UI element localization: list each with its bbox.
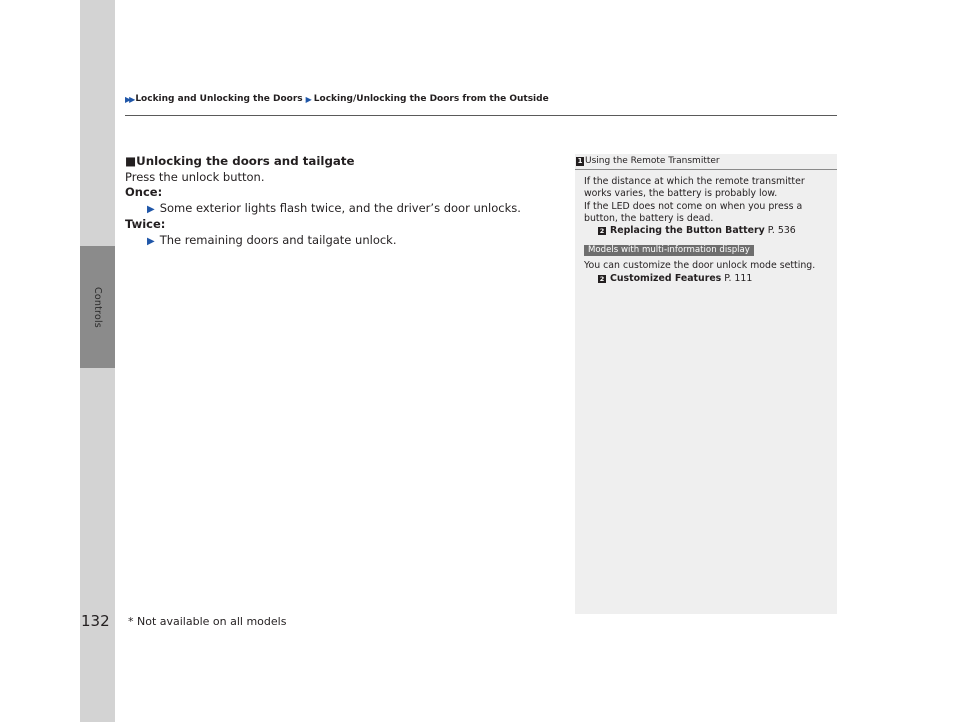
breadcrumb-item-locking[interactable]: Locking and Unlocking the Doors [135,94,303,104]
sidebar-paragraph: If the distance at which the remote transmitter works varies, the battery is probably low. [584,176,805,200]
reference-title: Customized Features [610,272,722,284]
sidebar-paragraph: If the LED does not come on when you press a button, the battery is dead. [584,200,803,224]
breadcrumb [125,94,549,104]
breadcrumb-arrow-icon: ▶ [305,94,312,104]
reference-link-battery[interactable] [584,225,834,237]
once-step [125,201,555,218]
header-divider [125,115,837,116]
page-number: 132 [81,612,110,630]
breadcrumb-arrow-icon: ▶▶ [125,94,134,104]
sidebar-title: Using the Remote Transmitter [575,156,837,170]
notes-sidebar [575,154,837,614]
side-tab-label: Controls [92,286,104,328]
reference-page: P. 536 [767,225,796,237]
footnote: * Not available on all models [128,615,287,628]
model-badge: Models with multi-information display [584,245,754,256]
section-heading: ■Unlocking the doors and tailgate [125,154,355,168]
main-content [125,154,555,249]
note-number-icon: 1 [577,157,583,165]
step-arrow-icon: ▶ [147,203,155,215]
breadcrumb-item-outside[interactable]: Locking/Unlocking the Doors from the Outside [313,94,549,104]
step-arrow-icon: ▶ [147,235,155,247]
once-label: Once: [125,185,163,199]
page-reference-icon: 2 [599,227,605,236]
once-text: Some exterior lights flash twice, and the driver’s door unlocks. [159,200,521,215]
twice-label: Twice: [125,217,166,231]
reference-link-customized[interactable] [584,273,834,285]
twice-text: The remaining doors and tailgate unlock. [159,232,397,247]
intro-text: Press the unlock button. [125,169,265,184]
reference-page: P. 111 [724,272,753,284]
sidebar-paragraph: You can customize the door unlock mode setting. [584,260,816,272]
page-reference-icon: 2 [599,274,605,283]
sidebar-body [584,176,834,285]
twice-step [125,233,555,250]
reference-title: Replacing the Button Battery [610,225,765,237]
